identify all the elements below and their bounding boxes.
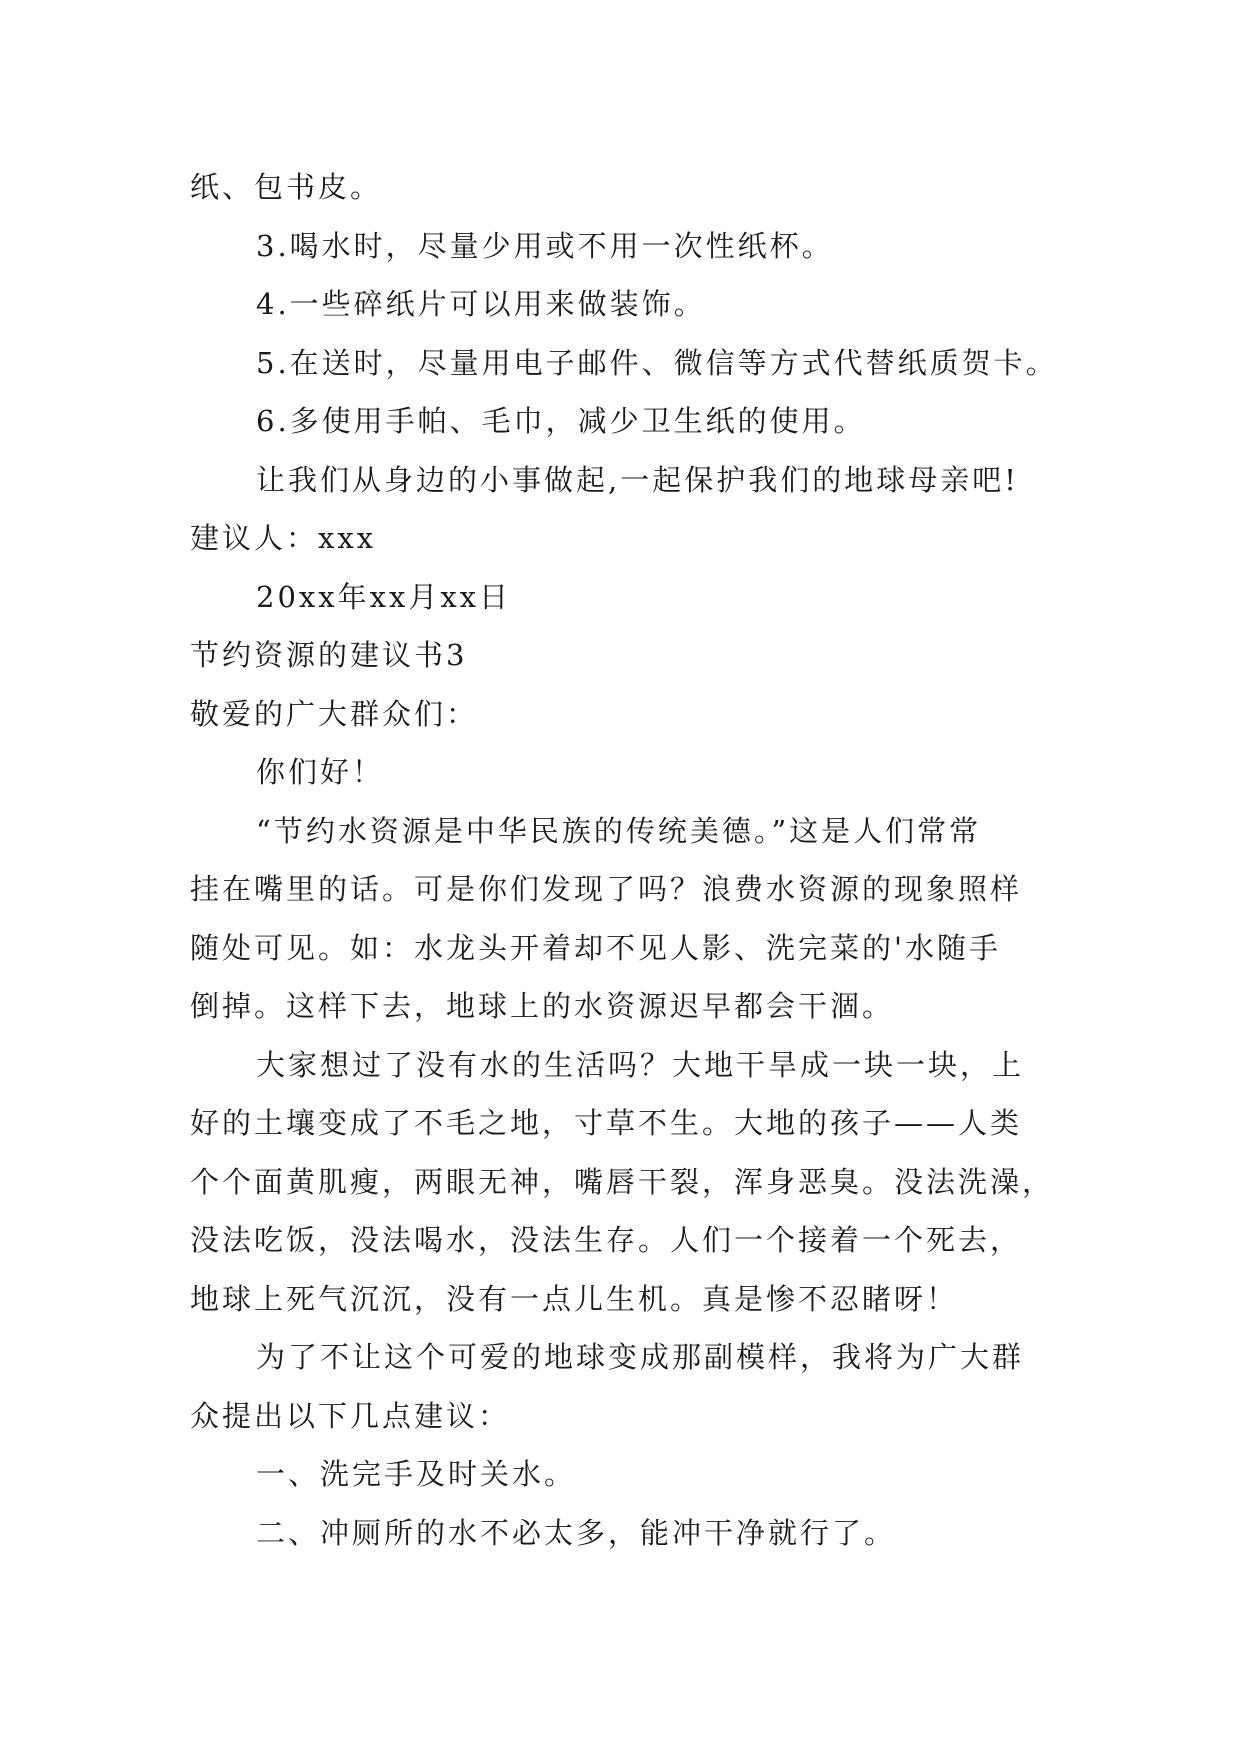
paragraph-1-line-4: 倒掉。这样下去，地球上的水资源迟早都会干涸。: [190, 989, 895, 1023]
paragraph-1-line-3: 随处可见。如：水龙头开着却不见人影、洗完菜的'水随手: [190, 930, 1001, 965]
paragraph-2-line-3: 个个面黄肌瘦，两眼无神，嘴唇干裂，浑身恶臭。没法洗澡，: [190, 1164, 1055, 1199]
paragraph-1-line-2: 挂在嘴里的话。可是你们发现了吗？浪费水资源的现象照样: [190, 872, 1023, 906]
paragraph-3-line-2: 众提出以下几点建议：: [190, 1398, 511, 1433]
proposer-signature: 建议人：xxx: [190, 521, 377, 555]
paragraph-2-line-4: 没法吃饭，没法喝水，没法生存。人们一个接着一个死去，: [190, 1223, 1023, 1257]
body-line-1: 纸、包书皮。: [190, 170, 383, 204]
list-item-3: 3.喝水时，尽量少用或不用一次性纸杯。: [256, 228, 834, 263]
list-item-4: 4.一些碎纸片可以用来做装饰。: [256, 287, 706, 321]
paragraph-2-line-2: 好的土壤变成了不毛之地，寸草不生。大地的孩子——人类: [190, 1106, 1023, 1140]
paragraph-2-line-5: 地球上死气沉沉，没有一点儿生机。真是惨不忍睹呀！: [190, 1281, 959, 1316]
list-item-5: 5.在送时，尽量用电子邮件、微信等方式代替纸质贺卡。: [256, 345, 1058, 380]
closing-paragraph: 让我们从身边的小事做起,一起保护我们的地球母亲吧!: [256, 462, 1019, 497]
greeting: 你们好！: [256, 755, 385, 789]
suggestion-1: 一、洗完手及时关水。: [256, 1457, 577, 1491]
paragraph-2-line-1: 大家想过了没有水的生活吗？大地干旱成一块一块，上: [256, 1047, 1025, 1082]
suggestion-2: 二、冲厕所的水不必太多，能冲干净就行了。: [256, 1515, 897, 1550]
paragraph-3-line-1: 为了不让这个可爱的地球变成那副模样，我将为广大群: [256, 1340, 1025, 1374]
salutation: 敬爱的广大群众们：: [190, 696, 479, 731]
section-title: 节约资源的建议书3: [190, 638, 468, 672]
list-item-6: 6.多使用手帕、毛巾，减少卫生纸的使用。: [256, 404, 866, 438]
document-body: [190, 158, 1060, 1562]
paragraph-1-line-1: “节约水资源是中华民族的传统美德。”这是人们常常: [256, 813, 982, 848]
date-line: 20xx年xx月xx日: [256, 579, 512, 614]
